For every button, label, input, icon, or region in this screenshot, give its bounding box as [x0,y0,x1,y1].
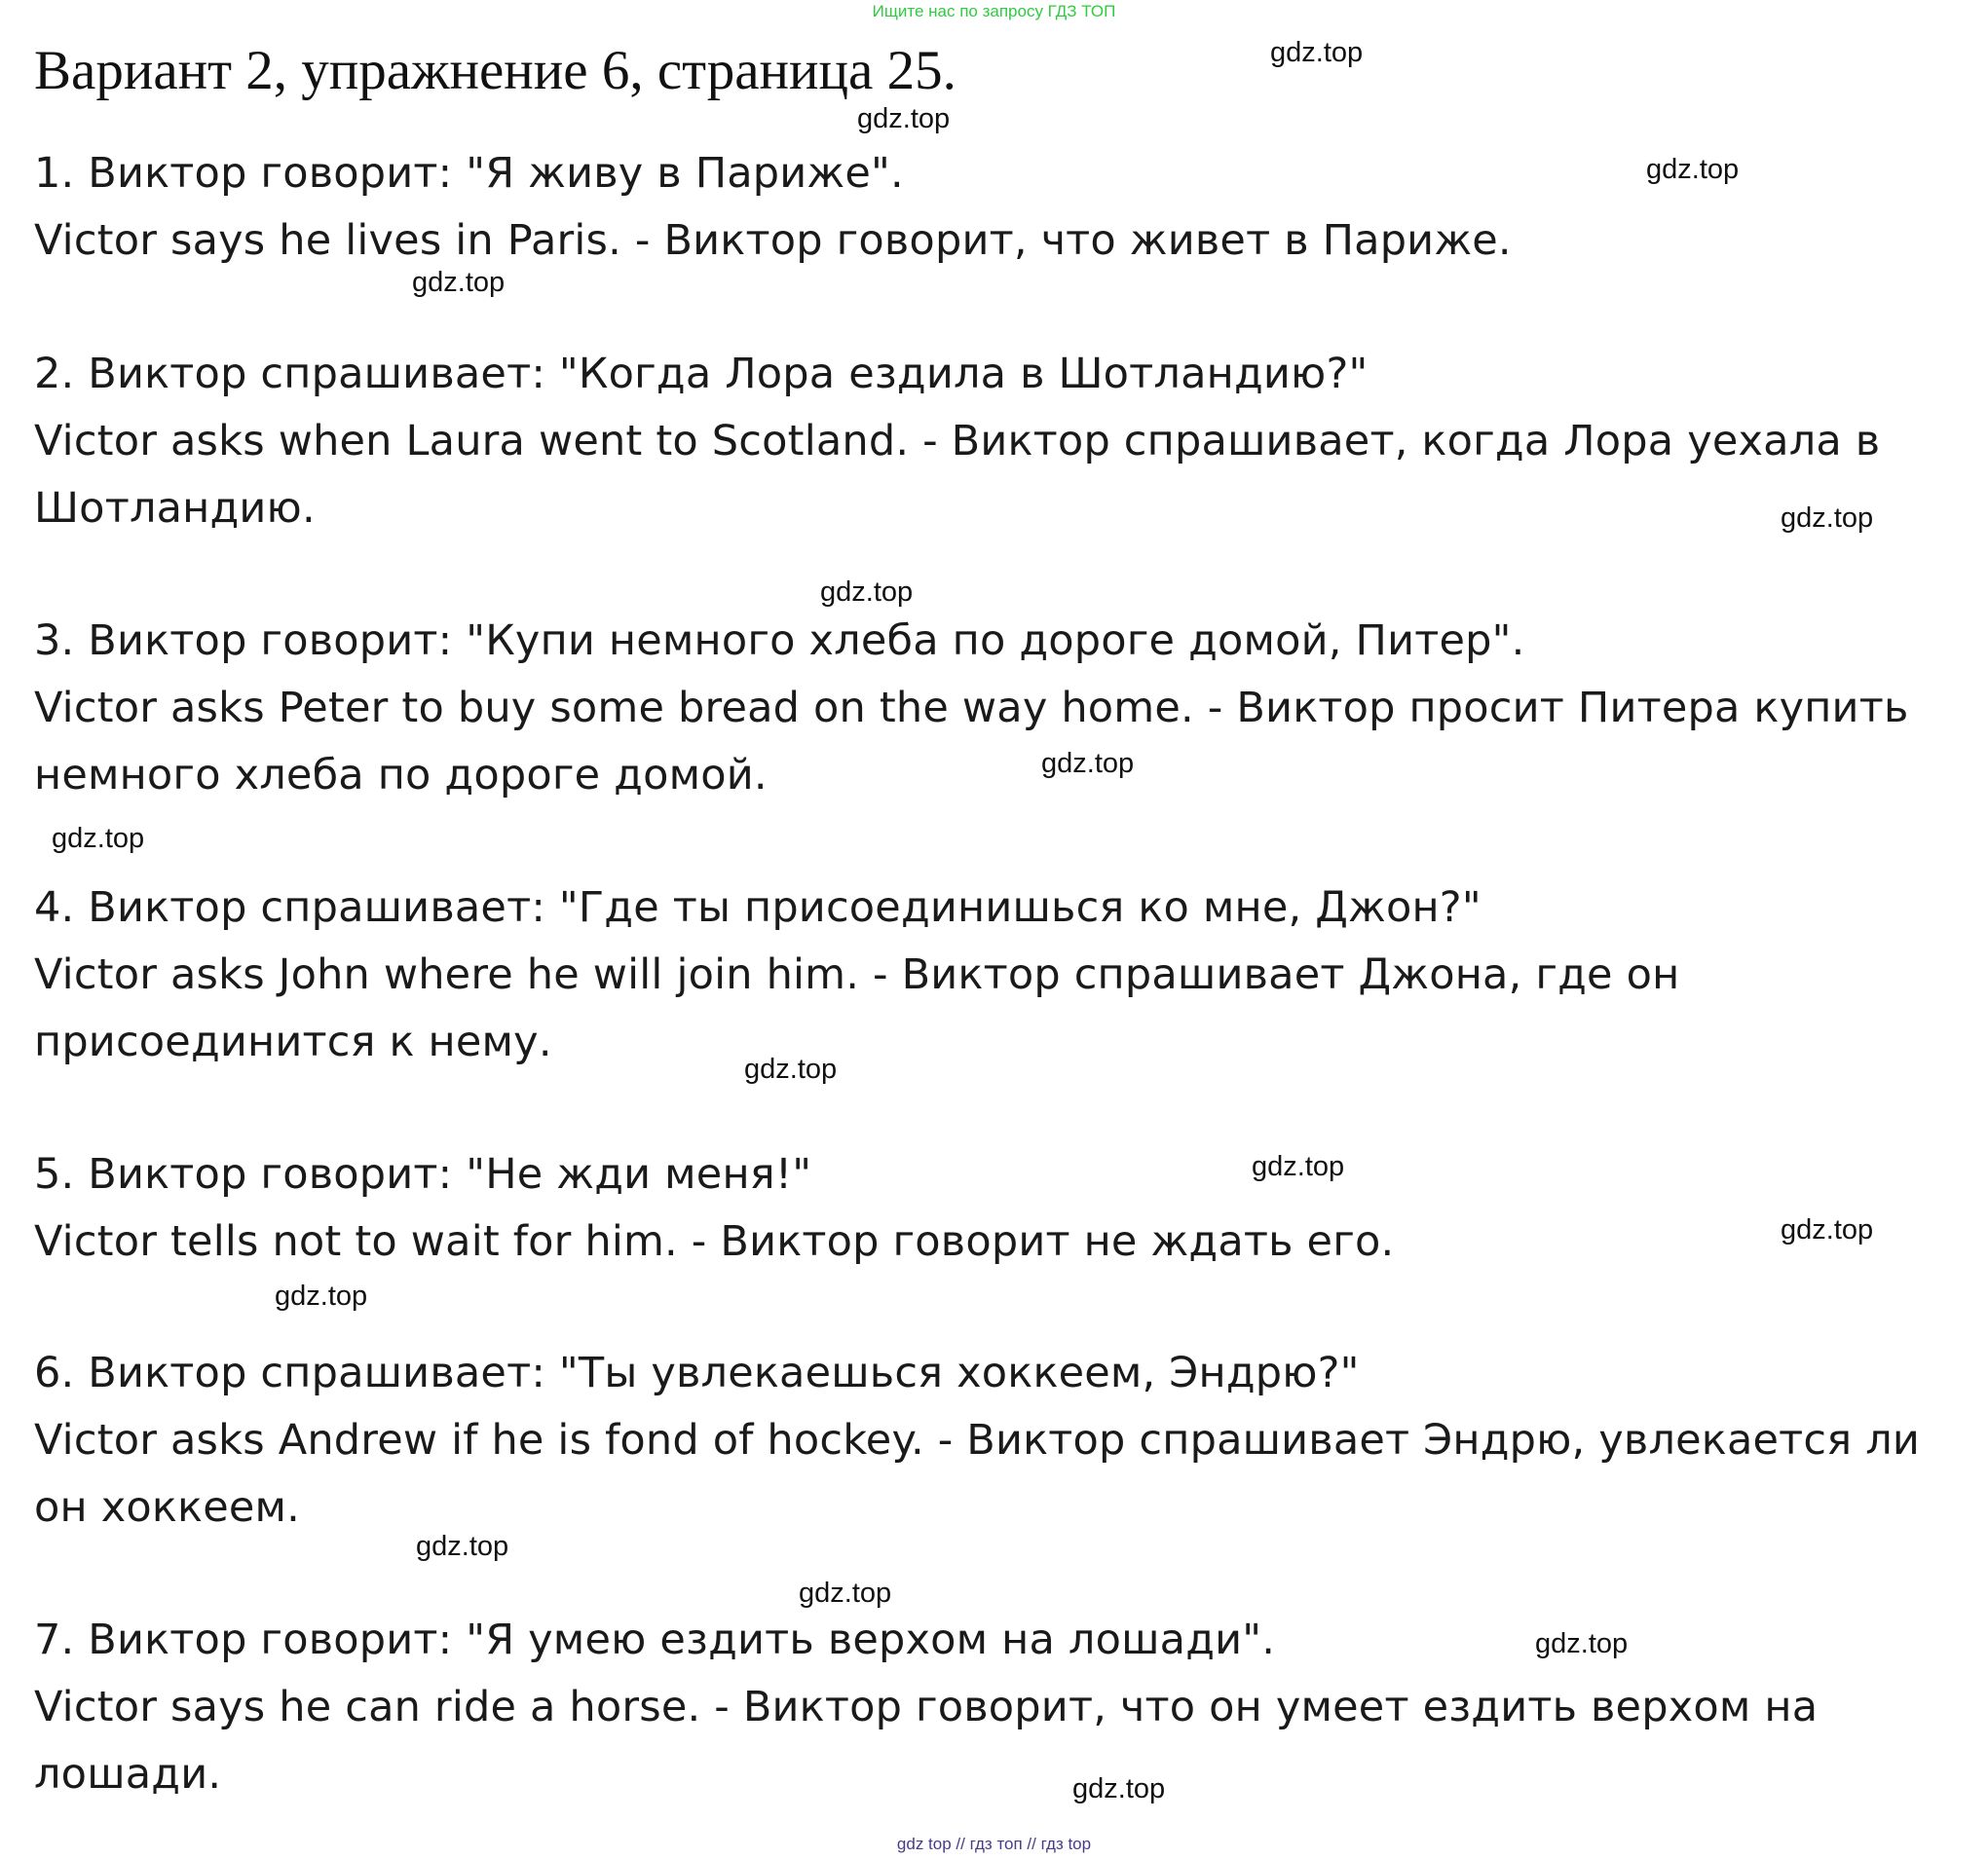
exercise-item-3 [34,608,1972,809]
watermark: gdz.top [820,576,914,608]
watermark: gdz.top [1781,502,1874,534]
watermark: gdz.top [416,1531,509,1562]
exercise-quote: 7. Виктор говорит: "Я умею ездить верхом на лошади". [34,1616,1276,1664]
watermark: gdz.top [275,1281,368,1312]
exercise-item-7 [34,1607,1972,1808]
exercise-item-4 [34,874,1972,1076]
search-hint-banner: Ищите нас по запросу ГДЗ ТОП [872,2,1116,20]
exercise-answer: Victor asks when Laura went to Scotland. - Виктор спрашивает, когда Лора уехала в Шотландию. [34,417,1881,533]
exercise-quote: 3. Виктор говорит: "Купи немного хлеба по дороге домой, Питер". [34,616,1525,665]
page-title: Вариант 2, упражнение 6, страница 25. [34,40,956,101]
watermark: gdz.top [1781,1214,1874,1246]
exercise-quote: 4. Виктор спрашивает: "Где ты присоединишься ко мне, Джон?" [34,883,1482,932]
watermark: gdz.top [1252,1151,1345,1182]
watermark: gdz.top [857,103,951,134]
exercise-item-5 [34,1141,1972,1276]
exercise-answer: Victor tells not to wait for him. - Виктор говорит не ждать его. [34,1217,1395,1266]
watermark: gdz.top [1646,154,1740,185]
exercise-answer: Victor says he lives in Paris. - Виктор говорит, что живет в Париже. [34,216,1512,265]
exercise-quote: 2. Виктор спрашивает: "Когда Лора ездила в Шотландию?" [34,350,1369,398]
watermark: gdz.top [1270,37,1364,68]
exercise-answer: Victor asks Peter to buy some bread on the way home. - Виктор просит Питера купить немного хлеба по дороге домой. [34,684,1909,799]
watermark: gdz.top [52,823,145,854]
exercise-answer: Victor says he can ride a horse. - Виктор говорит, что он умеет ездить верхом на лошади. [34,1683,1819,1799]
footer-watermark: gdz top // гдз топ // гдз top [896,1835,1092,1853]
watermark: gdz.top [1072,1773,1166,1804]
watermark: gdz.top [744,1054,838,1085]
exercise-answer: Victor asks John where he will join him. - Виктор спрашивает Джона, где он присоединится к нему. [34,950,1680,1066]
exercise-quote: 6. Виктор спрашивает: "Ты увлекаешься хоккеем, Эндрю?" [34,1349,1360,1397]
exercise-quote: 5. Виктор говорит: "Не жди меня!" [34,1150,812,1199]
exercise-answer: Victor asks Andrew if he is fond of hockey. - Виктор спрашивает Эндрю, увлекается ли он хоккеем. [34,1416,1921,1532]
watermark: gdz.top [412,267,506,298]
exercise-item-2 [34,341,1972,542]
watermark: gdz.top [1041,748,1135,779]
watermark: gdz.top [799,1578,892,1609]
exercise-quote: 1. Виктор говорит: "Я живу в Париже". [34,149,904,198]
exercise-item-6 [34,1340,1972,1542]
watermark: gdz.top [1535,1628,1629,1659]
